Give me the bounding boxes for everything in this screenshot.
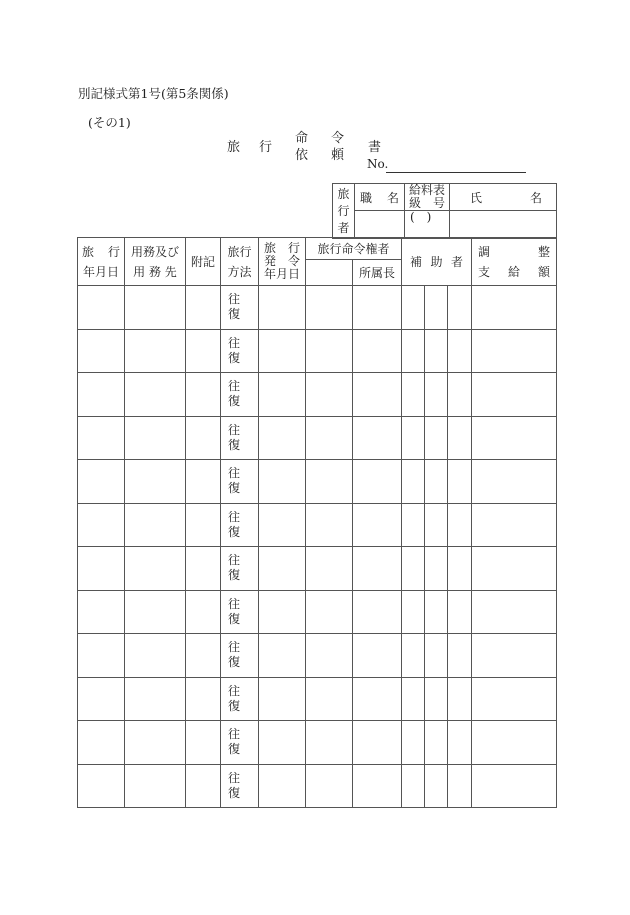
payment-cell[interactable] [472,373,557,417]
assistant-cell[interactable] [448,460,472,504]
assistant-cell[interactable] [425,503,448,547]
authority-cell[interactable] [306,416,353,460]
order-date-cell[interactable] [259,590,306,634]
table-row [78,634,557,678]
purpose-header: 用務及び 用 務 先 [125,238,186,286]
payment-cell[interactable] [472,634,557,678]
note-cell[interactable] [186,460,221,504]
payment-cell[interactable] [472,416,557,460]
purpose-cell[interactable] [125,677,186,721]
travel-date-cell[interactable] [78,721,125,765]
assistant-cell[interactable] [448,416,472,460]
note-cell[interactable] [186,634,221,678]
travel-date-cell[interactable] [78,547,125,591]
purpose-cell[interactable] [125,634,186,678]
round-trip-label: 往 復 [228,335,241,365]
title-order-char: 令 [331,131,345,146]
travel-date-cell[interactable] [78,416,125,460]
payment-header: 調 整 支 給 額 [472,238,557,286]
authority-cell[interactable] [306,329,353,373]
assistant-cell[interactable] [402,460,425,504]
assistant-cell[interactable] [425,764,448,808]
order-date-cell[interactable] [259,503,306,547]
table-row [78,721,557,765]
title-order-char: 命 [295,131,309,146]
assistant-cell[interactable] [402,634,425,678]
order-date-cell[interactable] [259,677,306,721]
order-date-cell[interactable] [259,460,306,504]
assistant-cell[interactable] [448,634,472,678]
travel-method-cell[interactable] [221,721,259,765]
post-name-header: 職 名 [355,184,405,211]
round-trip-label: 往 復 [228,683,241,713]
order-date-cell[interactable] [259,764,306,808]
table-row [78,547,557,591]
payment-cell[interactable] [472,547,557,591]
payment-cell[interactable] [472,503,557,547]
title-char: 行 [259,140,273,155]
purpose-cell[interactable] [125,547,186,591]
name-header: 氏 名 [450,184,557,211]
table-row [78,329,557,373]
assistant-cell[interactable] [402,547,425,591]
order-date-header: 旅 行 発 令 年月日 [259,238,306,286]
purpose-cell[interactable] [125,460,186,504]
table-row [78,590,557,634]
dept-head-cell[interactable] [353,634,402,678]
authority-header: 旅行命令権者 [306,238,402,260]
assistant-cell[interactable] [425,416,448,460]
authority-cell[interactable] [306,286,353,330]
authority-cell[interactable] [306,373,353,417]
table-row [78,416,557,460]
round-trip-label: 往 復 [228,727,241,757]
form-part-label: (その1) [88,115,131,130]
assistant-cell[interactable] [425,721,448,765]
purpose-cell[interactable] [125,590,186,634]
salary-scale-header: 給料表 級 号 [405,184,450,211]
order-date-cell[interactable] [259,286,306,330]
table-row [78,503,557,547]
assistant-cell[interactable] [448,503,472,547]
assistant-cell[interactable] [448,590,472,634]
travel-date-cell[interactable] [78,286,125,330]
round-trip-label: 往 復 [228,596,241,626]
payment-cell[interactable] [472,329,557,373]
dept-head-cell[interactable] [353,460,402,504]
travel-date-cell[interactable] [78,634,125,678]
purpose-cell[interactable] [125,373,186,417]
traveler-header: 旅 行 者 [333,184,355,239]
travel-date-cell[interactable] [78,764,125,808]
travel-method-cell[interactable] [221,286,259,330]
document-number-label: No. [367,157,389,171]
authority-cell[interactable] [306,590,353,634]
assistant-cell[interactable] [425,590,448,634]
assistant-cell[interactable] [402,677,425,721]
post-name-field[interactable] [355,211,405,239]
round-trip-label: 往 復 [228,640,241,670]
note-cell[interactable] [186,373,221,417]
order-date-cell[interactable] [259,634,306,678]
dept-head-cell[interactable] [353,373,402,417]
assistant-cell[interactable] [448,721,472,765]
purpose-cell[interactable] [125,329,186,373]
document-number-field[interactable] [386,172,526,173]
assistant-cell[interactable] [448,547,472,591]
title-request-char: 頼 [331,148,345,163]
order-date-cell[interactable] [259,329,306,373]
travel-method-cell[interactable] [221,590,259,634]
assistant-cell[interactable] [448,764,472,808]
assistant-cell[interactable] [402,764,425,808]
name-field[interactable] [450,211,557,239]
order-date-cell[interactable] [259,416,306,460]
authority-cell[interactable] [306,677,353,721]
travel-method-cell[interactable] [221,460,259,504]
title-char: 書 [368,140,382,155]
table-row [78,460,557,504]
assistant-cell[interactable] [402,416,425,460]
travel-method-cell[interactable] [221,677,259,721]
note-cell[interactable] [186,329,221,373]
purpose-cell[interactable] [125,416,186,460]
assistant-cell[interactable] [425,460,448,504]
travel-method-cell[interactable] [221,373,259,417]
assistant-cell[interactable] [448,373,472,417]
table-row [78,286,557,330]
assistant-header: 補 助 者 [402,238,472,286]
dept-head-cell[interactable] [353,503,402,547]
note-cell[interactable] [186,764,221,808]
travel-method-cell[interactable] [221,503,259,547]
authority-cell[interactable] [306,460,353,504]
round-trip-label: 往 復 [228,422,241,452]
payment-cell[interactable] [472,677,557,721]
assistant-cell[interactable] [448,677,472,721]
round-trip-label: 往 復 [228,770,241,800]
travel-date-cell[interactable] [78,329,125,373]
dept-head-cell[interactable] [353,547,402,591]
travel-method-cell[interactable] [221,416,259,460]
dept-head-cell[interactable] [353,416,402,460]
travel-date-header: 旅 行 年月日 [78,238,125,286]
purpose-cell[interactable] [125,286,186,330]
travel-method-header: 旅行 方法 [221,238,259,286]
assistant-cell[interactable] [425,677,448,721]
traveler-table [332,183,557,239]
dept-head-cell[interactable] [353,764,402,808]
note-cell[interactable] [186,503,221,547]
note-cell[interactable] [186,547,221,591]
payment-cell[interactable] [472,590,557,634]
title-request-char: 依 [295,148,309,163]
authority-cell[interactable] [306,721,353,765]
travel-date-cell[interactable] [78,373,125,417]
order-date-cell[interactable] [259,547,306,591]
purpose-cell[interactable] [125,503,186,547]
travel-method-cell[interactable] [221,764,259,808]
travel-method-cell[interactable] [221,634,259,678]
table-row [78,677,557,721]
authority-blank-header [306,260,353,286]
authority-cell[interactable] [306,634,353,678]
assistant-cell[interactable] [425,547,448,591]
travel-date-cell[interactable] [78,590,125,634]
title-char: 旅 [227,140,241,155]
note-cell[interactable] [186,677,221,721]
assistant-cell[interactable] [402,503,425,547]
payment-cell[interactable] [472,286,557,330]
purpose-cell[interactable] [125,764,186,808]
assistant-cell[interactable] [425,329,448,373]
dept-head-cell[interactable] [353,329,402,373]
authority-cell[interactable] [306,547,353,591]
travel-method-cell[interactable] [221,329,259,373]
assistant-cell[interactable] [402,373,425,417]
note-cell[interactable] [186,286,221,330]
order-date-cell[interactable] [259,721,306,765]
note-header: 附記 [186,238,221,286]
dept-head-cell[interactable] [353,677,402,721]
table-row [78,373,557,417]
dept-head-header: 所属長 [353,260,402,286]
authority-cell[interactable] [306,764,353,808]
assistant-cell[interactable] [402,329,425,373]
assistant-cell[interactable] [448,286,472,330]
assistant-cell[interactable] [425,373,448,417]
round-trip-label: 往 復 [228,553,241,583]
assistant-cell[interactable] [402,590,425,634]
payment-cell[interactable] [472,764,557,808]
assistant-cell[interactable] [425,634,448,678]
table-row [78,764,557,808]
round-trip-label: 往 復 [228,292,241,322]
assistant-cell[interactable] [402,721,425,765]
travel-date-cell[interactable] [78,460,125,504]
form-number-label: 別記様式第1号(第5条関係) [78,86,229,101]
dept-head-cell[interactable] [353,286,402,330]
note-cell[interactable] [186,721,221,765]
dept-head-cell[interactable] [353,721,402,765]
round-trip-label: 往 復 [228,466,241,496]
travel-record-table [77,237,557,808]
travel-date-cell[interactable] [78,503,125,547]
round-trip-label: 往 復 [228,379,241,409]
round-trip-label: 往 復 [228,509,241,539]
assistant-cell[interactable] [448,329,472,373]
dept-head-cell[interactable] [353,590,402,634]
payment-cell[interactable] [472,721,557,765]
authority-cell[interactable] [306,503,353,547]
order-date-cell[interactable] [259,373,306,417]
payment-cell[interactable] [472,460,557,504]
travel-date-cell[interactable] [78,677,125,721]
note-cell[interactable] [186,590,221,634]
note-cell[interactable] [186,416,221,460]
purpose-cell[interactable] [125,721,186,765]
travel-method-cell[interactable] [221,547,259,591]
salary-scale-field[interactable]: ( ) [405,211,450,239]
assistant-cell[interactable] [425,286,448,330]
assistant-cell[interactable] [402,286,425,330]
